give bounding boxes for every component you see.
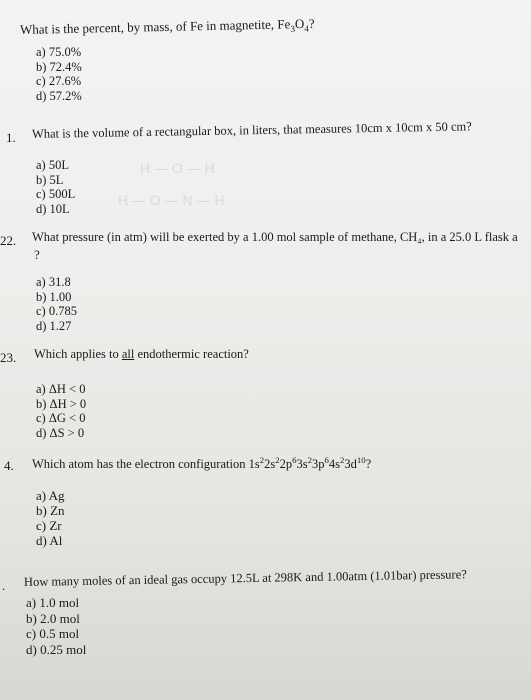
- question-22-options: [36, 275, 77, 333]
- subscript-3: 3: [290, 23, 296, 34]
- question-gas-stem: How many moles of an ideal gas occupy 12.5L at 298K and 1.00atm (1.01bar) pressure?: [23, 567, 467, 589]
- oxygen-symbol: O: [294, 16, 305, 32]
- question-fe-text: What is the percent, by mass, of Fe in magnetite, Fe: [19, 16, 291, 37]
- question-4-options: [36, 488, 65, 548]
- question-gas-number: .: [2, 578, 6, 593]
- option-a: a) 31.8: [36, 275, 71, 289]
- question-4-number: 4.: [4, 458, 14, 473]
- option-b: b) ΔH > 0: [36, 396, 87, 411]
- option-a: a) 75.0%: [36, 45, 82, 59]
- config-superscript: 6: [292, 455, 297, 465]
- question-23-options: [36, 382, 86, 440]
- option-c: c) Zr: [36, 518, 62, 533]
- question-22-stem-line2: ?: [34, 247, 40, 262]
- option-b: b) 1.00: [36, 289, 72, 304]
- option-a: a) 50L: [36, 158, 69, 172]
- option-c: c) 0.5 mol: [26, 626, 80, 641]
- option-d: d) 0.25 mol: [26, 641, 87, 657]
- option-b: b) Zn: [36, 503, 65, 518]
- option-d: d) ΔS > 0: [36, 425, 85, 440]
- option-d: d) 57.2%: [36, 88, 82, 103]
- bleed-through-mark: H — O — H: [140, 160, 215, 176]
- question-fe-stem: [20, 16, 315, 40]
- question-22-stem: What pressure (in atm) will be exerted by a 1.00 mol sample of methane, CH₄, in a 25.0 L flask a: [32, 230, 518, 244]
- option-d: d) 1.27: [36, 318, 72, 333]
- option-c: c) ΔG < 0: [36, 411, 86, 425]
- question-4-stem: [32, 455, 371, 472]
- config-superscript: 6: [324, 455, 329, 465]
- electron-configuration: $^22s^22p^63s^23p^64s^23d^{10}$: [259, 455, 366, 472]
- question-volume-options: [36, 158, 75, 216]
- question-23-text: Which applies to all endothermic reaction?: [34, 347, 249, 361]
- option-d: d) 10L: [36, 201, 70, 216]
- option-b: b) 2.0 mol: [26, 610, 80, 626]
- bleed-through-mark: H — O — N — H: [118, 192, 225, 208]
- question-mark: ?: [308, 15, 315, 31]
- config-superscript: 2: [307, 455, 312, 465]
- option-b: b) 5L: [36, 172, 64, 187]
- option-a: a) ΔH < 0: [36, 382, 86, 396]
- config-superscript: 10: [356, 455, 366, 465]
- option-c: c) 27.6%: [36, 74, 82, 88]
- option-c: c) 0.785: [36, 304, 77, 318]
- option-b: b) 72.4%: [36, 59, 82, 74]
- question-23-number: 23.: [0, 350, 17, 365]
- option-d: d) Al: [36, 533, 63, 548]
- config-superscript: 2: [339, 455, 345, 465]
- question-volume-stem: What is the volume of a rectangular box, in liters, that measures 10cm x 10cm x 50 cm?: [31, 119, 472, 141]
- question-4-text: Which atom has the electron configuration 1s: [32, 457, 260, 472]
- question-fe-options: [36, 45, 82, 103]
- config-superscript: 2: [275, 455, 280, 465]
- subscript-4: 4: [304, 23, 310, 34]
- question-22-number: 22.: [0, 233, 17, 248]
- question-mark: ?: [365, 457, 372, 472]
- question-volume-number: 1.: [6, 130, 16, 145]
- config-superscript: 2: [259, 455, 265, 465]
- option-a: a) 1.0 mol: [26, 595, 80, 610]
- option-c: c) 500L: [36, 187, 76, 201]
- question-23-stem: [34, 347, 249, 362]
- option-a: a) Ag: [36, 488, 65, 503]
- question-gas-options: [26, 595, 86, 657]
